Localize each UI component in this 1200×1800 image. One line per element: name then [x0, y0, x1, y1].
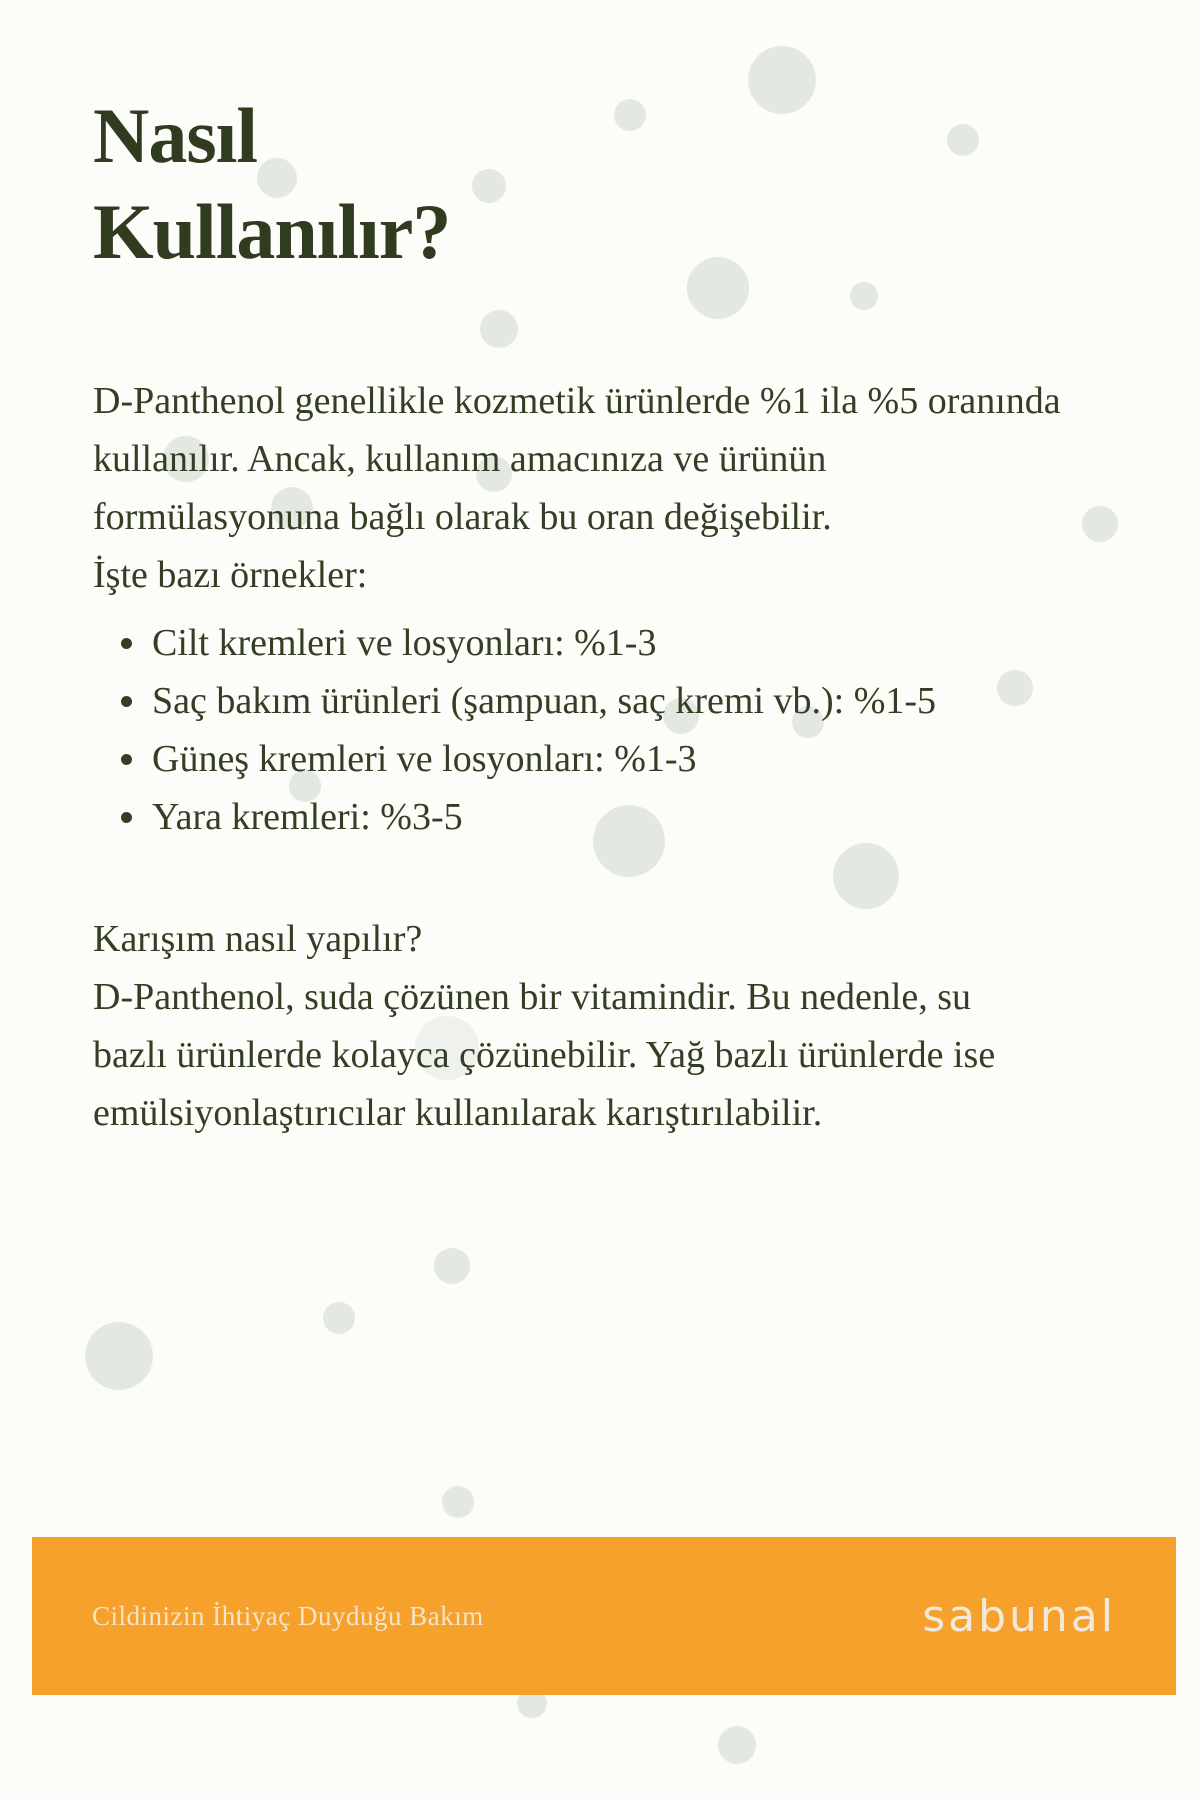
decor-circle — [718, 1726, 756, 1764]
text-line: kullanılır. Ancak, kullanım amacınıza ve ürünün — [93, 438, 827, 480]
decor-circle — [442, 1486, 474, 1518]
text-line: bazlı ürünlerde kolayca çözünebilir. Yağ bazlı ürünlerde ise — [93, 1034, 996, 1076]
decor-circle — [85, 1322, 153, 1390]
mixing-section — [93, 910, 1163, 1142]
page-title-line-2: Kullanılır? — [93, 188, 451, 275]
bullet-text: Güneş kremleri ve losyonları: %1-3 — [152, 738, 697, 780]
footer-bar — [32, 1537, 1176, 1695]
bullet-item — [93, 614, 1163, 672]
decor-circle — [434, 1248, 470, 1284]
page-title — [93, 88, 1163, 280]
bullet-item — [93, 788, 1163, 846]
brand-logo: sabunal — [922, 1590, 1116, 1642]
bullet-dot-icon — [121, 812, 132, 823]
bullet-dot-icon — [121, 638, 132, 649]
bullet-item — [93, 672, 1163, 730]
bullet-text: Yara kremleri: %3-5 — [152, 796, 463, 838]
decor-circle — [323, 1302, 355, 1334]
mixing-paragraph — [93, 968, 1163, 1142]
main-column — [93, 0, 1163, 1142]
bullet-dot-icon — [121, 696, 132, 707]
mixing-heading: Karışım nasıl yapılır? — [93, 918, 423, 960]
intro-paragraph — [93, 372, 1163, 604]
text-line: emülsiyonlaştırıcılar kullanılarak karıştırılabilir. — [93, 1092, 823, 1134]
footer-tagline: Cildinizin İhtiyaç Duyduğu Bakım — [92, 1600, 484, 1631]
text-line: D-Panthenol genellikle kozmetik ürünlerde %1 ila %5 oranında — [93, 380, 1061, 422]
bullet-item — [93, 730, 1163, 788]
text-line: İşte bazı örnekler: — [93, 554, 368, 596]
text-line: D-Panthenol, suda çözünen bir vitamindir. Bu nedenle, su — [93, 976, 972, 1018]
bullet-dot-icon — [121, 754, 132, 765]
examples-list — [93, 614, 1163, 846]
text-line: formülasyonuna bağlı olarak bu oran değişebilir. — [93, 496, 832, 538]
bullet-text: Cilt kremleri ve losyonları: %1-3 — [152, 622, 657, 664]
bullet-text: Saç bakım ürünleri (şampuan, saç kremi vb.): %1-5 — [152, 680, 937, 722]
page-title-line-1: Nasıl — [93, 92, 258, 179]
